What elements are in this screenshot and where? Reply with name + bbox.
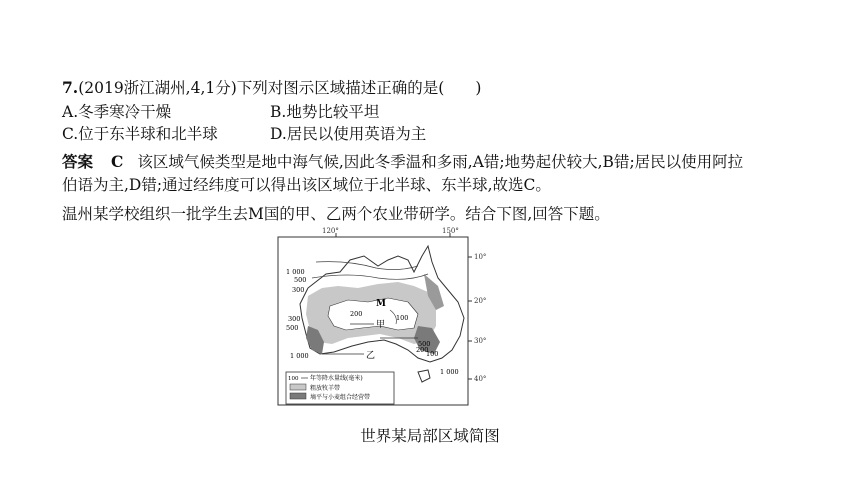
- question-line: [62, 78, 481, 98]
- answer-letter: C: [111, 152, 124, 171]
- legend-wheat: 墒平与小麦组合经营带: [310, 394, 371, 401]
- region-map: [268, 226, 490, 412]
- answer-line-1: [62, 152, 743, 172]
- isohyet-label: 500: [286, 324, 299, 332]
- isohyet-label: 200: [350, 310, 363, 318]
- option-d: D.居民以使用英语为主: [270, 125, 427, 143]
- lon-label-150: 150°: [442, 227, 459, 235]
- option-a: A.冬季寒冷干燥: [62, 103, 172, 121]
- question-text: (2019浙江湖州,4,1分)下列对图示区域描述正确的是( ): [78, 79, 482, 97]
- legend-sheep-swatch: [290, 384, 306, 390]
- answer-explanation-1: 该区域气候类型是地中海气候,因此冬季温和多雨,A错;地势起伏较大,B错;居民以使用阿拉: [137, 153, 744, 171]
- answer-label: 答案: [62, 152, 94, 171]
- lon-label-120: 120°: [322, 227, 339, 235]
- isohyet-label: 300: [288, 315, 301, 323]
- answer-line-2: 伯语为主,D错;通过经纬度可以得出该区域位于北半球、东半球,故选C。: [62, 176, 551, 194]
- lat-label-40: 40°: [474, 375, 487, 383]
- option-c: C.位于东半球和北半球: [62, 125, 218, 143]
- legend-sheep: 粗放牧羊带: [310, 385, 341, 392]
- isohyet-label: 1 000: [440, 368, 459, 376]
- isohyet-label: 1 000: [286, 268, 305, 276]
- place-label-yi: 乙: [366, 351, 376, 361]
- legend-line-value: 100: [288, 376, 299, 382]
- isohyet-label: 500: [294, 276, 307, 284]
- intro-text: 温州某学校组织一批学生去M国的甲、乙两个农业带研学。结合下图,回答下题。: [62, 205, 610, 223]
- lat-label-10: 10°: [474, 253, 487, 261]
- place-label-m: M: [376, 299, 386, 309]
- lat-label-30: 30°: [474, 337, 487, 345]
- isohyet-label: 500: [418, 340, 431, 348]
- legend-isohyet: 年等降水量线(毫米): [310, 375, 363, 382]
- isohyet-label: 200: [416, 346, 429, 354]
- map-caption: 世界某局部区域简图: [360, 427, 500, 445]
- isohyet-label: 300: [292, 286, 305, 294]
- isohyet-label: 1 000: [290, 352, 309, 360]
- option-b: B.地势比较平坦: [270, 103, 380, 121]
- legend-wheat-swatch: [290, 393, 306, 399]
- isohyet-label: 100: [426, 350, 439, 358]
- lat-label-20: 20°: [474, 297, 487, 305]
- question-number: 7.: [62, 78, 79, 97]
- isohyet-label: 100: [396, 314, 409, 322]
- place-label-jia: 甲: [376, 320, 386, 330]
